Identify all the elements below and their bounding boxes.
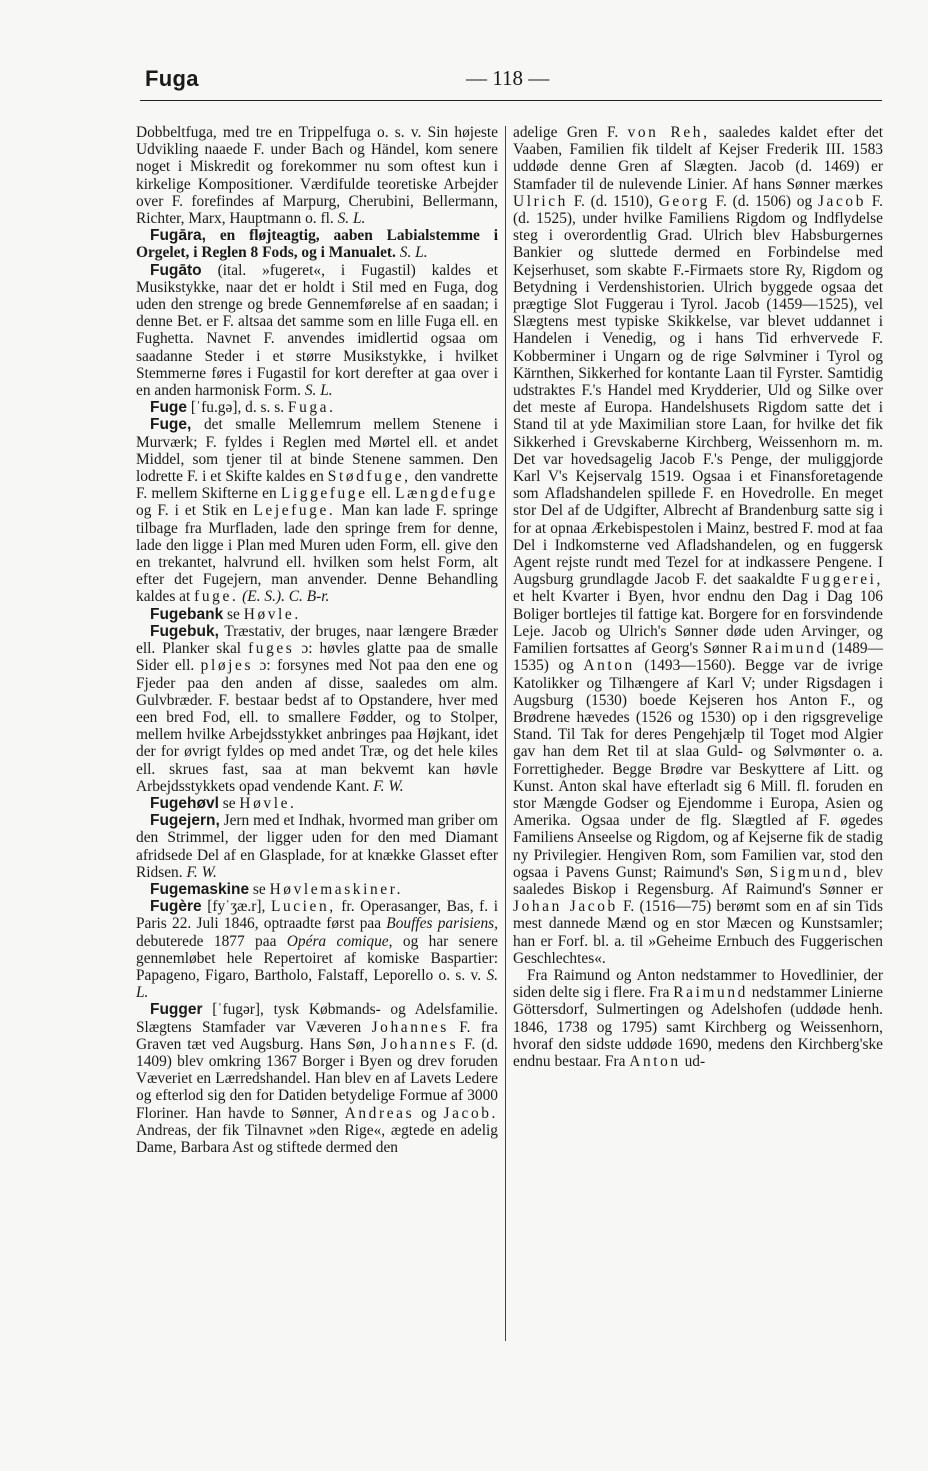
entry-text: et helt Kvarter i Byen, hvor endnu den Dag i Dag 106 Boliger bortlejes til fattige kat. Borgere for en forsvindende Leje. Jacob og Ulrich's Sønner døde uden Arvinger, og Familien fortsattes af Georg's Sønner bbox=[513, 588, 883, 658]
entry-text: Liggefuge bbox=[280, 485, 368, 503]
headword: Fugehøvl bbox=[150, 794, 219, 812]
dictionary-entry bbox=[136, 1001, 498, 1156]
dictionary-entry bbox=[136, 881, 498, 898]
left-column bbox=[136, 124, 498, 1156]
entry-text: og bbox=[414, 1104, 444, 1122]
entry-text: fuge. bbox=[194, 588, 239, 606]
entry-text: Længdefuge bbox=[395, 485, 498, 503]
entry-text: F. (d. 1409) blev omkring 1367 Borger i Byen og drev foruden Væveriet en Lærredshandel. Han blev en af Lavets Ledere og efterlod sig den for Datiden betydelige Formue af 3000 Floriner. Han havde to Sønner, bbox=[136, 1035, 498, 1122]
entry-text: Georg bbox=[658, 192, 710, 210]
entry-text: Stødfuge, bbox=[327, 468, 411, 486]
right-column bbox=[513, 124, 883, 1070]
entry-text: Lucien, bbox=[270, 898, 336, 916]
continued-paragraph bbox=[513, 124, 883, 967]
headword: Fugejern, bbox=[150, 812, 220, 830]
entry-text: Andreas, der fik Tilnavnet »den Rige«, ægtede en adelig Dame, Barbara Ast og stiftede dermed den bbox=[136, 1121, 498, 1156]
entry-text: ell. bbox=[367, 485, 396, 503]
header-rule bbox=[140, 100, 882, 101]
entry-text: Jacob bbox=[817, 192, 867, 210]
dictionary-entry bbox=[136, 262, 498, 400]
headword: Fuge bbox=[150, 399, 188, 417]
entry-text: Johan Jacob bbox=[513, 898, 618, 916]
headword: Fugère bbox=[150, 898, 202, 916]
entry-text: F. (d. 1506) og bbox=[709, 192, 818, 210]
entry-text: se bbox=[218, 794, 240, 812]
entry-text: Johannes bbox=[371, 1018, 449, 1036]
entry-text: Man kan lade F. springe tilbage fra Murfladen, lade den springe frem for denne, lade den ligge i Plan med Muren uden Form, ell. give den en trekantet, halvrund ell. hvilken som helst Form, alt efter det Fugejern, man anvender. Denne Behandling kaldes at bbox=[136, 502, 498, 606]
entry-text: [ˈfu.gə], d. s. s. bbox=[187, 399, 288, 417]
dictionary-entry bbox=[136, 898, 498, 1001]
headword: Fugebank bbox=[150, 605, 224, 623]
dictionary-entry bbox=[136, 227, 498, 261]
entry-text: ɔ: høvles glatte paa de smalle Sider ell. bbox=[136, 640, 498, 675]
entry-text: [fyˈʒæ.r], bbox=[201, 898, 271, 916]
page-number: — 118 — bbox=[466, 66, 550, 90]
running-head: Fuga bbox=[145, 66, 199, 91]
entry-text: Træstativ, der bruges, naar længere Bræder ell. Planker skal bbox=[136, 622, 498, 658]
entry-text: se bbox=[249, 880, 270, 898]
entry-text: Raimund bbox=[673, 984, 748, 1002]
entry-text: von Reh, bbox=[627, 124, 710, 141]
entry-text: blev saaledes Biskop i Regensburg. Af Raimund's Sønner er bbox=[513, 863, 883, 898]
entry-text: [ˈfugər], tysk Købmands- og Adelsfamilie. Slægtens Stamfader var Væveren bbox=[136, 1001, 498, 1036]
entry-text: Raimund bbox=[751, 640, 827, 658]
entry-text: Fuggerei, bbox=[801, 571, 883, 589]
dictionary-entry bbox=[136, 606, 498, 623]
entry-text: Anton bbox=[629, 1052, 681, 1070]
entry-text: og F. i et Stik en bbox=[136, 502, 254, 520]
entry-text: Fra Raimund og Anton nedstammer to Hovedlinier, der siden delte sig i flere. Fra bbox=[513, 966, 883, 1002]
entry-text: Fuga. bbox=[287, 399, 336, 417]
entry-text: Andreas bbox=[344, 1104, 415, 1122]
entry-text: en fløjteagtig, aaben Labialstemme i Orgelet, i Reglen 8 Fods, og i Manualet. bbox=[136, 227, 498, 262]
entry-text: Sigmund, bbox=[769, 863, 850, 881]
entry-text: adelige Gren F. bbox=[513, 124, 628, 141]
headword: Fugāra, bbox=[150, 227, 206, 245]
entry-text: S. L. bbox=[136, 966, 498, 1002]
entry-text: (E. S.). C. B-r. bbox=[238, 588, 330, 606]
entry-text: S. L. bbox=[399, 244, 428, 262]
entry-text: F. W. bbox=[186, 863, 217, 881]
entry-text: Jern med et Indhak, hvormed man griber om den Strimmel, der ligger uden for den med Diamant afridsede Del af en Glasplade, for at knække Glasset efter Ridsen. bbox=[136, 812, 498, 881]
dictionary-entry bbox=[136, 416, 498, 605]
headword: Fugemaskine bbox=[150, 880, 250, 898]
entry-text: Opéra comique, bbox=[286, 932, 393, 950]
entry-text: (ital. »fugeret«, i Fugastil) kaldes et Musikstykke, naar det er holdt i Stil med en Fuga, dog uden den strenge og brede Gennemførelse af en saadan; i denne Bet. er F. altsaa det samme som en lille Fuga ell. en Fughetta. Navnet F. anvendes imidlertid ogsaa om saadanne Steder i et større Musikstykke, i hvilket Stemmerne føres i Fugastil for kort derefter at gaa over i en anden harmonisk Form. bbox=[136, 261, 498, 400]
entry-text: (1489—1535) og bbox=[513, 640, 883, 675]
entry-text: (1493—1560). Begge var de ivrige Katolikker og Tilhængere af Karl V; under Rigsdagen i Augsburg (1530) boede Kejseren hos Anton F., og Brødrene hævedes (1526 og 1530) op i den rigsgrevelige Stand. Til Tak for deres Pengehjælp til Toget mod Algier gav han dem Ret til at slaa Guld- og Sølvmønter o. a. Forrettigheder. Begge Brødre var Beskyttere af Litt. og Kunst. Anton skal have efterladt sig 6 Mill. fl. foruden en stor Mængde Godser og Ejendomme i Europa, Asien og Amerika. Ogsaa under de flg. Slægtled af F. øgedes Familiens Anseelse og Rigdom, og af Kejserne fik de stadig ny Privilegier. Hengiven Rom, som Familien var, stod den ogsaa i Pavens Gunst; Raimund's Søn, bbox=[513, 657, 883, 881]
entry-text: Johannes bbox=[380, 1035, 459, 1053]
entry-text: fuges bbox=[248, 640, 295, 658]
entry-text: den vandrette F. mellem Skifterne en bbox=[136, 468, 498, 503]
entry-text: Høvlemaskiner. bbox=[269, 880, 404, 898]
entry-text: fr. Operasanger, Bas, f. i Paris 22. Juli 1846, optraadte først paa bbox=[136, 898, 499, 933]
dictionary-entry bbox=[136, 795, 498, 812]
entry-text: saaledes kaldet efter det Vaaben, Familien fik tildelt af Kejser Frederik III. 1583 uddøde denne Gren af Slægten. Jacob (d. 1469) er Stamfader til de nulevende Linier. Af hans Sønner mærkes bbox=[513, 124, 884, 193]
entry-text: Ulrich bbox=[513, 192, 568, 210]
entry-text: Høvle. bbox=[243, 605, 301, 623]
headword: Fugebuk, bbox=[150, 622, 219, 640]
entry-text: debuterede 1877 paa bbox=[136, 932, 287, 950]
entry-text: nedstammer Linierne Göttersdorf, Sulmertingen og Adelshofen (uddøde henh. 1846, 1738 og 1795) samt Kirchberg og Weissenhorn, hvoraf den sidste uddøde 1690, medens den Kirchberg'ske endnu bestaar. Fra bbox=[513, 984, 883, 1070]
column-separator bbox=[505, 126, 506, 1341]
entry-text: Jacob. bbox=[443, 1104, 499, 1122]
entry-text: F. (1516—75) berømt som en af sin Tids mest dannede Mænd og en stor Mæcen og Kunstsamler; han er Forf. bl. a. til »Geheime Ernbuch des Fuggerischen Geschlechtes«. bbox=[513, 898, 883, 967]
entry-text: Dobbeltfuga, med tre en Trippelfuga o. s. v. Sin højeste Udvikling naaede F. under Bach og Händel, kom senere noget i Miskredit og forekommer nu som oftest kun i kirkelige Kompositioner. Værdifulde teoretiske Arbejder over F. forefindes af Marpurg, Cherubini, Bellermann, Richter, Marx, Hauptmann o. fl. bbox=[136, 124, 498, 228]
entry-text: S. L. bbox=[304, 382, 333, 400]
entry-text: F. W. bbox=[373, 777, 404, 795]
entry-text: F. fra Graven tæt ved Augsburg. Hans Søn, bbox=[136, 1018, 498, 1053]
entry-text: og har senere gennemløbet hele Repertoiret af komiske Baspartier: Papageno, Figaro, Bartholo, Falstaff, Leporello o. s. v. bbox=[136, 932, 498, 984]
entry-text: ɔ: forsynes med Not paa den ene og Fjeder paa den anden af disse, saaledes om alm. Gulvbræder. F. bestaar bedst af to Opstandere, hver med een bred Fod, ell. to smallere Fødder, og to Stolper, mellem hvilke Arbejdsstykket anbringes paa Højkant, idet der for øvrigt fyldes op med andet Træ, og det hele kiles ell. skrues fast, saa at man bekvemt kan høvle Arbejdsstykkets opad vendende Kant. bbox=[136, 657, 498, 795]
dictionary-entry bbox=[513, 967, 883, 1070]
headword: Fugger bbox=[150, 1001, 203, 1019]
entry-text: Høvle. bbox=[239, 794, 297, 812]
entry-text: det smalle Mellemrum mellem Stenene i Murværk; F. fyldes i Reglen med Mørtel ell. et andet Middel, som tjener til at binde Stenene sammen. Den lodrette F. i et Skifte kaldes en bbox=[136, 416, 498, 486]
headword: Fugāto bbox=[150, 261, 202, 279]
entry-text: ud- bbox=[680, 1052, 706, 1070]
entry-text: Bouffes parisiens, bbox=[386, 915, 498, 933]
entry-text: se bbox=[223, 605, 244, 623]
dictionary-entry bbox=[136, 399, 498, 416]
entry-text: pløjes bbox=[200, 657, 254, 675]
headword: Fuge, bbox=[150, 416, 192, 434]
entry-text: Anton bbox=[583, 657, 635, 675]
entry-text: F. (d. 1510), bbox=[567, 192, 659, 210]
dictionary-entry bbox=[136, 812, 498, 881]
continued-paragraph bbox=[136, 124, 498, 227]
entry-text: F. (d. 1525), under hvilke Familiens Rigdom og Indflydelse steg i overordentlig Grad. Ulrich blev Habsburgernes Bankier og sluttede dermed en Forbindelse med Kejserhuset, som skabte F.-Firmaets store Ry, Rigdom og Betydning i Verdenshistorien. Ulrich byggede ogsaa det prægtige Slot Fuggerau i Tyrol. Jacob (1459—1525), vel Slægtens mest typiske Skikkelse, var blevet uddannet i Handelen i Venedig, og i hans Tid erhvervede F. Kobberminer i Ungarn og de rige Sølvminer i Tyrol og Kärnthen, Sikkerhed for kontante Laan til Fyrster. Samtidig udstraktes F.'s Handel med Krydderier, Uld og Silke over det meste af Europa. Handelshusets Rigdom satte det i Stand til at yde Maximilian store Laan, for hvilke det fik Sikkerhed i Grevskaberne Kirchberg, Weissenhorn m. m. Det var hovedsagelig Jacob F.'s Penge, der muliggjorde Karl V's Kejservalg 1519. Ogsaa i et Finansforetagende som Afladshandelen spillede F. en Hovedrolle. En meget stor Del af de Udgifter, Albrecht af Brandenburg satte sig i for at opnaa Ærkebispestolen i Mainz, bestred F. mod at faa Del i Indkomsterne ved Afladshandelen, og en fuggersk Agent rejste rundt med Tezel for at indkassere Pengene. I Augsburg grundlagde Jacob F. det saakaldte bbox=[513, 192, 883, 589]
dictionary-entry bbox=[136, 623, 498, 795]
entry-text: Lejefuge. bbox=[253, 502, 336, 520]
entry-text: S. L. bbox=[337, 210, 366, 228]
